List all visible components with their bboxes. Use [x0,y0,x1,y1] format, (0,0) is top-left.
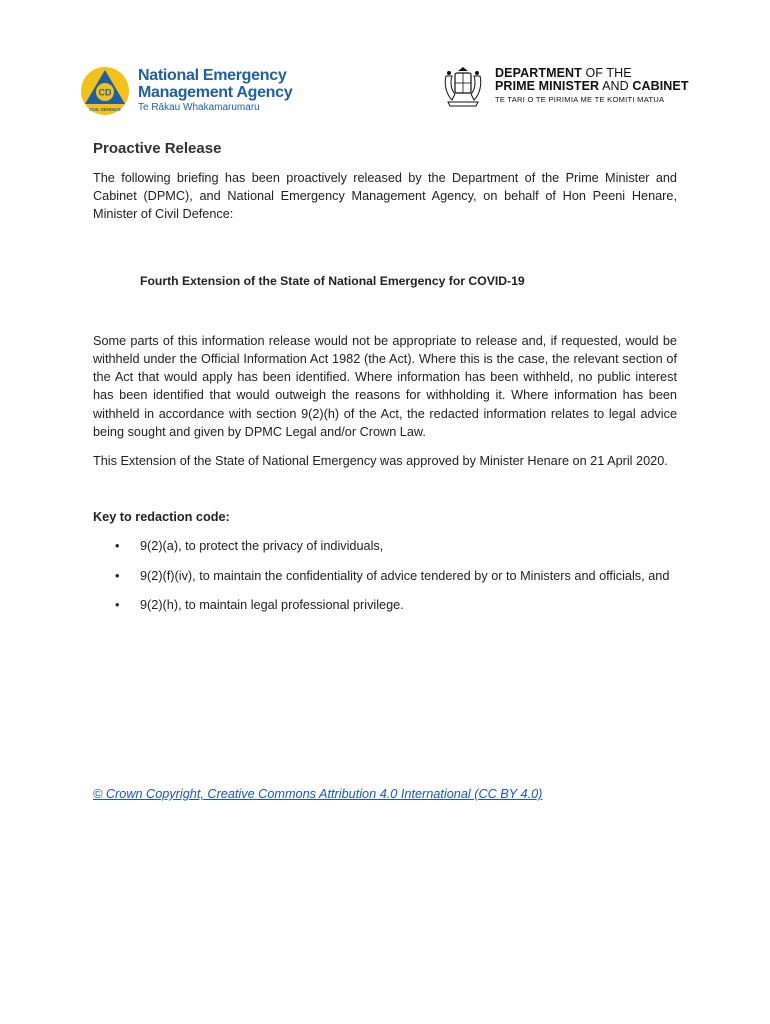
dpmc-logo [440,64,720,110]
redaction-code: 9(2)(a), to protect the privacy of individuals, [140,539,384,554]
document-body [93,140,677,625]
redaction-key-heading: Key to redaction code: [93,510,230,525]
coat-of-arms-icon [440,64,486,110]
redaction-code: 9(2)(f)(iv), to maintain the confidentiality of advice tendered by or to Ministers and officials, and [140,568,670,583]
intro-paragraph: The following briefing has been proactively released by the Department of the Prime Minister and Cabinet (DPMC), and National Emergency Management Agency, on behalf of Hon Peeni Henare, Minister of Civil Defence: [93,171,677,222]
civil-defence-emblem-icon [80,66,130,116]
bullet-icon: • [115,568,120,583]
copyright-license-link[interactable]: © Crown Copyright, Creative Commons Attribution 4.0 International (CC BY 4.0) [93,787,543,801]
list-item [93,596,677,614]
dpmc-name-line1: DEPARTMENT OF THE [495,66,632,80]
list-item [93,567,677,585]
redaction-code-list [93,537,677,614]
redaction-code: 9(2)(h), to maintain legal professional privilege. [140,597,404,612]
dpmc-subtitle: TE TARI O TE PIRIMIA ME TE KOMITI MATUA [495,95,665,104]
nema-name-line1: National Emergency [138,67,287,84]
nema-name-line2: Management Agency [138,84,293,101]
dpmc-name-line2: PRIME MINISTER AND CABINET [495,79,689,93]
emblem-label: CD [98,87,112,98]
list-item [93,537,677,555]
bullet-icon: • [115,539,120,554]
approval-paragraph: This Extension of the State of National Emergency was approved by Minister Henare on 21 April 2020. [93,454,668,469]
briefing-subject: Fourth Extension of the State of National Emergency for COVID-19 [140,273,525,288]
bullet-icon: • [115,597,120,612]
emblem-caption: CIVIL DEFENCE [89,107,121,112]
page-title: Proactive Release [93,140,222,157]
nema-logo [80,64,300,116]
withholding-paragraph: Some parts of this information release would not be appropriate to release and, if requested, would be withheld under the Official Information Act 1982 (the Act). Where this is the case, the relevant section of the Act that would apply has been identified. Where information has been withheld, no public interest has been identified that would outweigh the reasons for withholding it. Where information has been withheld in accordance with section 9(2)(h) of the Act, the redacted information relates to legal advice being sought and given by DPMC Legal and/or Crown Law. [93,333,677,439]
nema-subtitle: Te Rākau Whakamarumaru [138,102,260,113]
